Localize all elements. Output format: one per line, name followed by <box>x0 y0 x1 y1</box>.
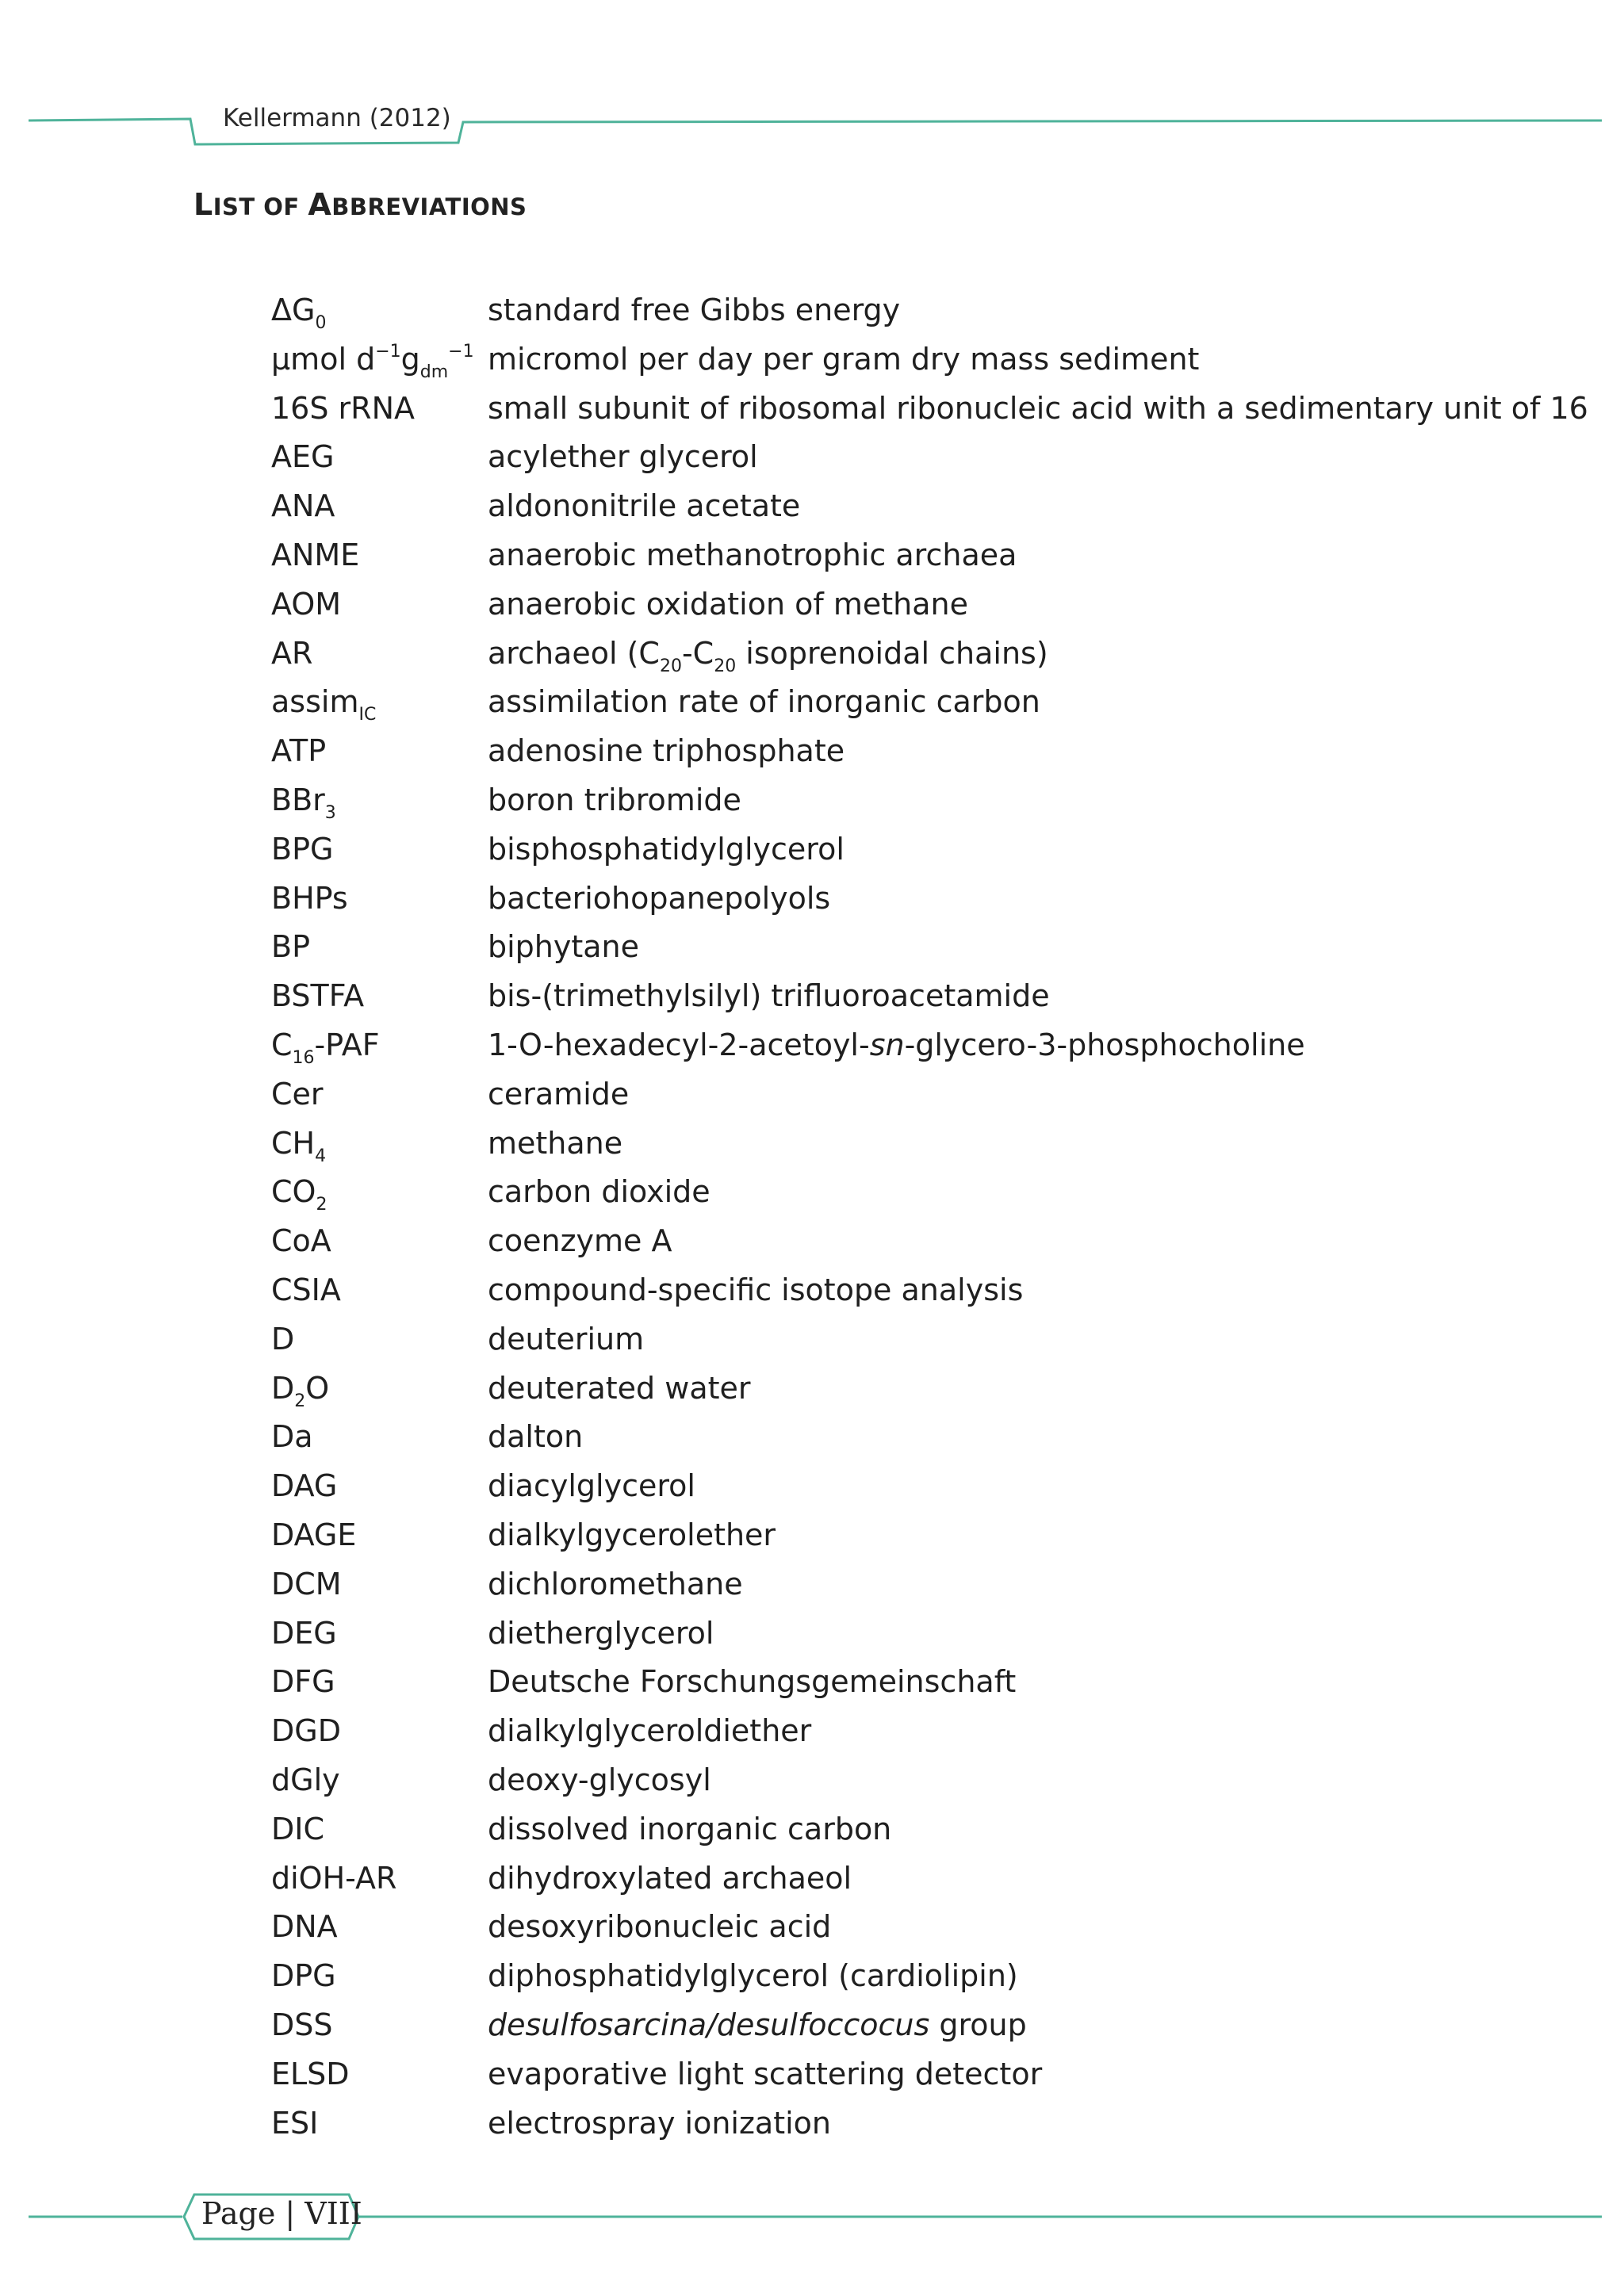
abbreviation-definition <box>488 1314 644 1364</box>
abbreviation-term <box>271 2000 333 2049</box>
abbreviation-term <box>271 1706 341 1755</box>
text-run: DAGE <box>271 1517 357 1552</box>
abbreviation-row <box>0 432 1624 481</box>
abbreviation-definition <box>488 1364 751 1413</box>
abbreviation-row <box>0 1119 1624 1168</box>
text-run: Da <box>271 1419 313 1455</box>
abbreviation-term <box>271 1559 342 1609</box>
abbreviation-row <box>0 1609 1624 1658</box>
text-run: diphosphatidylglycerol (cardiolipin) <box>488 1958 1018 1994</box>
text-run: compound-specific isotope analysis <box>488 1272 1024 1307</box>
abbreviation-term <box>271 384 415 433</box>
text-run: evaporative light scattering detector <box>488 2056 1043 2091</box>
text-run: diacylglycerol <box>488 1468 695 1504</box>
abbreviation-term <box>271 1755 340 1804</box>
abbreviation-term <box>271 1609 337 1658</box>
abbreviation-term <box>271 1216 331 1265</box>
text-run: C <box>271 1027 293 1062</box>
text-run: desulfosarcina/desulfoccocus <box>488 2007 930 2042</box>
text-run: 16 <box>292 1048 315 1068</box>
text-run: ESI <box>271 2105 319 2141</box>
abbreviation-term <box>271 922 310 971</box>
abbreviation-definition <box>488 481 800 530</box>
abbreviation-definition <box>488 1559 743 1609</box>
abbreviation-term <box>271 1020 380 1070</box>
text-run: micromol per day per gram dry mass sediment <box>488 341 1200 377</box>
abbreviation-definition <box>488 1070 629 1119</box>
text-run: DNA <box>271 1909 338 1945</box>
abbreviation-term <box>271 874 348 923</box>
text-run: desoxyribonucleic acid <box>488 1909 832 1945</box>
abbreviation-definition <box>488 432 758 481</box>
abbreviation-definition <box>488 1609 714 1658</box>
text-run: DEG <box>271 1615 337 1651</box>
abbreviation-term <box>271 1854 396 1903</box>
text-run: bis-(trimethylsilyl) trifluoroacetamide <box>488 978 1050 1014</box>
text-run: 1-O-hexadecyl-2-acetoyl- <box>488 1027 870 1062</box>
text-run: small subunit of ribosomal ribonucleic acid with a sedimentary unit of 16 <box>488 390 1588 426</box>
abbreviation-term <box>271 285 326 335</box>
abbreviation-definition <box>488 580 968 629</box>
abbreviation-row <box>0 1804 1624 1854</box>
abbreviation-row <box>0 1216 1624 1265</box>
abbreviation-term <box>271 1510 356 1559</box>
abbreviation-row <box>0 2049 1624 2099</box>
abbreviation-definition <box>488 530 1017 580</box>
abbreviation-row <box>0 384 1624 433</box>
text-run: adenosine triphosphate <box>488 733 845 769</box>
text-run: DSS <box>271 2007 333 2042</box>
text-run: DGD <box>271 1713 341 1749</box>
text-run: −1 <box>375 341 401 362</box>
abbreviation-row <box>0 1265 1624 1314</box>
text-run: aldononitrile acetate <box>488 488 801 524</box>
abbreviation-row <box>0 1902 1624 1951</box>
text-run: archaeol (C <box>488 635 660 671</box>
text-run: ELSD <box>271 2056 350 2091</box>
text-run: dialkylgycerolether <box>488 1517 776 1552</box>
abbreviation-term <box>271 825 333 874</box>
abbreviation-row <box>0 580 1624 629</box>
text-run: IC <box>358 705 377 725</box>
text-run: dissolved inorganic carbon <box>488 1811 892 1846</box>
abbreviation-term <box>271 1167 327 1216</box>
abbreviation-term <box>271 1657 335 1706</box>
text-run: boron tribromide <box>488 783 741 817</box>
abbreviation-row <box>0 1854 1624 1903</box>
text-run: AR <box>271 635 313 671</box>
abbreviation-row <box>0 922 1624 971</box>
abbreviation-definition <box>488 1902 831 1951</box>
abbreviation-definition <box>488 971 1050 1020</box>
abbreviation-definition <box>488 922 639 971</box>
abbreviation-row <box>0 629 1624 678</box>
abbreviation-term <box>271 481 335 530</box>
abbreviation-term <box>271 530 359 580</box>
text-run: Cer <box>271 1076 324 1112</box>
abbreviation-term <box>271 1951 336 2000</box>
abbreviation-term <box>271 726 326 775</box>
abbreviation-term <box>271 1461 337 1510</box>
text-run: DIC <box>271 1811 325 1846</box>
text-run: 20 <box>714 656 737 676</box>
text-run: DPG <box>271 1958 336 1994</box>
abbreviation-definition <box>488 726 845 775</box>
text-run: DCM <box>271 1566 342 1601</box>
abbreviation-definition <box>488 1167 710 1216</box>
text-run: -glycero-3-phosphocholine <box>904 1027 1305 1062</box>
text-run: bacteriohopanepolyols <box>488 880 831 916</box>
abbreviation-definition <box>488 1951 1018 2000</box>
abbreviation-definition <box>488 2099 831 2148</box>
abbreviation-definition <box>488 1020 1305 1070</box>
page-number: Page | VIII <box>201 2196 362 2231</box>
abbreviation-definition <box>488 2000 1027 2049</box>
text-run: anaerobic oxidation of methane <box>488 586 968 622</box>
text-run: 0 <box>315 313 327 333</box>
text-run: -PAF <box>314 1027 380 1062</box>
text-run: g <box>400 341 420 377</box>
text-run: diOH-AR <box>271 1860 397 1896</box>
abbreviation-row <box>0 874 1624 923</box>
abbreviation-term <box>271 775 336 825</box>
abbreviation-row <box>0 775 1624 825</box>
text-run: carbon dioxide <box>488 1174 710 1210</box>
text-run: dialkylglyceroldiether <box>488 1713 812 1749</box>
abbreviation-row <box>0 530 1624 580</box>
abbreviation-term <box>271 1902 338 1951</box>
text-run: BPG <box>271 831 334 867</box>
text-run: AEG <box>271 439 335 475</box>
text-run: CoA <box>271 1223 331 1259</box>
abbreviation-definition <box>488 1119 622 1168</box>
abbreviation-definition <box>488 285 900 335</box>
abbreviation-definition <box>488 1412 583 1461</box>
abbreviation-definition <box>488 2049 1042 2099</box>
abbreviation-term <box>271 971 364 1020</box>
text-run: -C <box>681 635 714 671</box>
text-run: dietherglycerol <box>488 1615 714 1651</box>
text-run: dalton <box>488 1419 584 1455</box>
text-run: CO <box>271 1174 316 1210</box>
abbreviation-definition <box>488 1216 672 1265</box>
text-run: 20 <box>659 656 682 676</box>
abbreviation-term <box>271 677 376 726</box>
text-run: BBr <box>271 783 325 817</box>
text-run: anaerobic methanotrophic archaea <box>488 538 1017 572</box>
abbreviation-row <box>0 1167 1624 1216</box>
text-run: isoprenoidal chains) <box>736 635 1048 671</box>
abbreviation-definition <box>488 874 830 923</box>
abbreviation-term <box>271 629 312 678</box>
abbreviation-row <box>0 1314 1624 1364</box>
text-run: electrospray ionization <box>488 2105 832 2141</box>
text-run: deoxy-glycosyl <box>488 1762 711 1797</box>
abbreviation-definition <box>488 775 741 825</box>
text-run: coenzyme A <box>488 1223 672 1259</box>
abbreviation-row <box>0 2000 1624 2049</box>
text-run: dGly <box>271 1762 340 1797</box>
text-run: −1 <box>448 341 474 362</box>
abbreviation-row <box>0 1364 1624 1413</box>
abbreviation-definition <box>488 1804 891 1854</box>
abbreviation-row <box>0 677 1624 726</box>
abbreviation-definition <box>488 629 1048 678</box>
text-run: 2 <box>316 1195 327 1215</box>
abbreviation-definition <box>488 1510 776 1559</box>
abbreviation-row <box>0 1020 1624 1070</box>
abbreviation-definition <box>488 1755 711 1804</box>
text-run: AOM <box>271 586 342 622</box>
text-run: group <box>929 2007 1027 2042</box>
abbreviation-term <box>271 1412 313 1461</box>
text-run: CH <box>271 1125 316 1161</box>
text-run: DAG <box>271 1468 338 1504</box>
text-run: Deutsche Forschungsgemeinschaft <box>488 1664 1017 1700</box>
abbreviation-row <box>0 1559 1624 1609</box>
text-run: 16S rRNA <box>271 390 416 426</box>
page-title: LIST OF ABBREVIATIONS <box>193 187 527 222</box>
text-run: ANME <box>271 538 360 572</box>
text-run: deuterium <box>488 1321 645 1357</box>
abbreviation-row <box>0 1510 1624 1559</box>
abbreviation-term <box>271 432 334 481</box>
text-run: O <box>305 1370 330 1406</box>
abbreviation-row <box>0 285 1624 335</box>
text-run: BSTFA <box>271 978 365 1014</box>
text-run: standard free Gibbs energy <box>488 293 901 327</box>
abbreviation-row <box>0 1755 1624 1804</box>
abbreviation-term <box>271 1119 326 1168</box>
running-head: Kellermann (2012) <box>223 104 451 132</box>
text-run: bisphosphatidylglycerol <box>488 831 845 867</box>
abbreviation-row <box>0 1070 1624 1119</box>
abbreviation-row <box>0 2099 1624 2148</box>
text-run: assimilation rate of inorganic carbon <box>488 684 1040 720</box>
abbreviation-definition <box>488 825 845 874</box>
abbreviation-term <box>271 1265 341 1314</box>
text-run: assim <box>271 684 359 720</box>
text-run: D <box>271 1370 295 1406</box>
text-run: 2 <box>294 1391 306 1411</box>
abbreviation-row <box>0 825 1624 874</box>
abbreviation-term <box>271 2099 318 2148</box>
abbreviation-row <box>0 335 1624 384</box>
text-run: 3 <box>324 803 336 823</box>
text-run: BP <box>271 929 310 965</box>
text-run: μmol d <box>271 341 376 377</box>
abbreviation-row <box>0 1412 1624 1461</box>
text-run: dihydroxylated archaeol <box>488 1860 852 1896</box>
text-run: acylether glycerol <box>488 439 758 475</box>
abbreviation-row <box>0 1657 1624 1706</box>
abbreviation-definition <box>488 1265 1023 1314</box>
abbreviation-term <box>271 580 341 629</box>
abbreviation-term <box>271 2049 350 2099</box>
abbreviation-definition <box>488 1854 852 1903</box>
text-run: D <box>271 1321 295 1357</box>
abbreviation-row <box>0 1706 1624 1755</box>
abbreviation-term <box>271 1070 324 1119</box>
text-run: CSIA <box>271 1272 341 1307</box>
text-run: deuterated water <box>488 1370 751 1406</box>
text-run: ΔG <box>271 293 316 327</box>
abbreviation-definition <box>488 1461 695 1510</box>
abbreviation-definition <box>488 335 1199 384</box>
text-run: sn <box>869 1027 905 1062</box>
text-run: ANA <box>271 488 335 524</box>
abbreviation-row <box>0 481 1624 530</box>
text-run: BHPs <box>271 880 348 916</box>
text-run: dm <box>419 362 449 382</box>
abbreviation-definition <box>488 677 1040 726</box>
abbreviation-term <box>271 335 474 384</box>
text-run: methane <box>488 1125 623 1161</box>
abbreviation-definition <box>488 1657 1016 1706</box>
abbreviation-row <box>0 1951 1624 2000</box>
text-run: dichloromethane <box>488 1566 743 1601</box>
abbreviation-term <box>271 1804 324 1854</box>
abbreviation-term <box>271 1314 294 1364</box>
text-run: biphytane <box>488 929 640 965</box>
abbreviation-term <box>271 1364 329 1413</box>
abbreviation-row <box>0 1461 1624 1510</box>
text-run: DFG <box>271 1664 335 1700</box>
text-run: ceramide <box>488 1076 630 1112</box>
abbreviation-row <box>0 726 1624 775</box>
abbreviation-row <box>0 971 1624 1020</box>
abbreviation-definition <box>488 384 1588 433</box>
text-run: ATP <box>271 733 327 769</box>
abbreviation-definition <box>488 1706 811 1755</box>
text-run: 4 <box>315 1146 327 1166</box>
header-rule <box>0 0 1624 159</box>
